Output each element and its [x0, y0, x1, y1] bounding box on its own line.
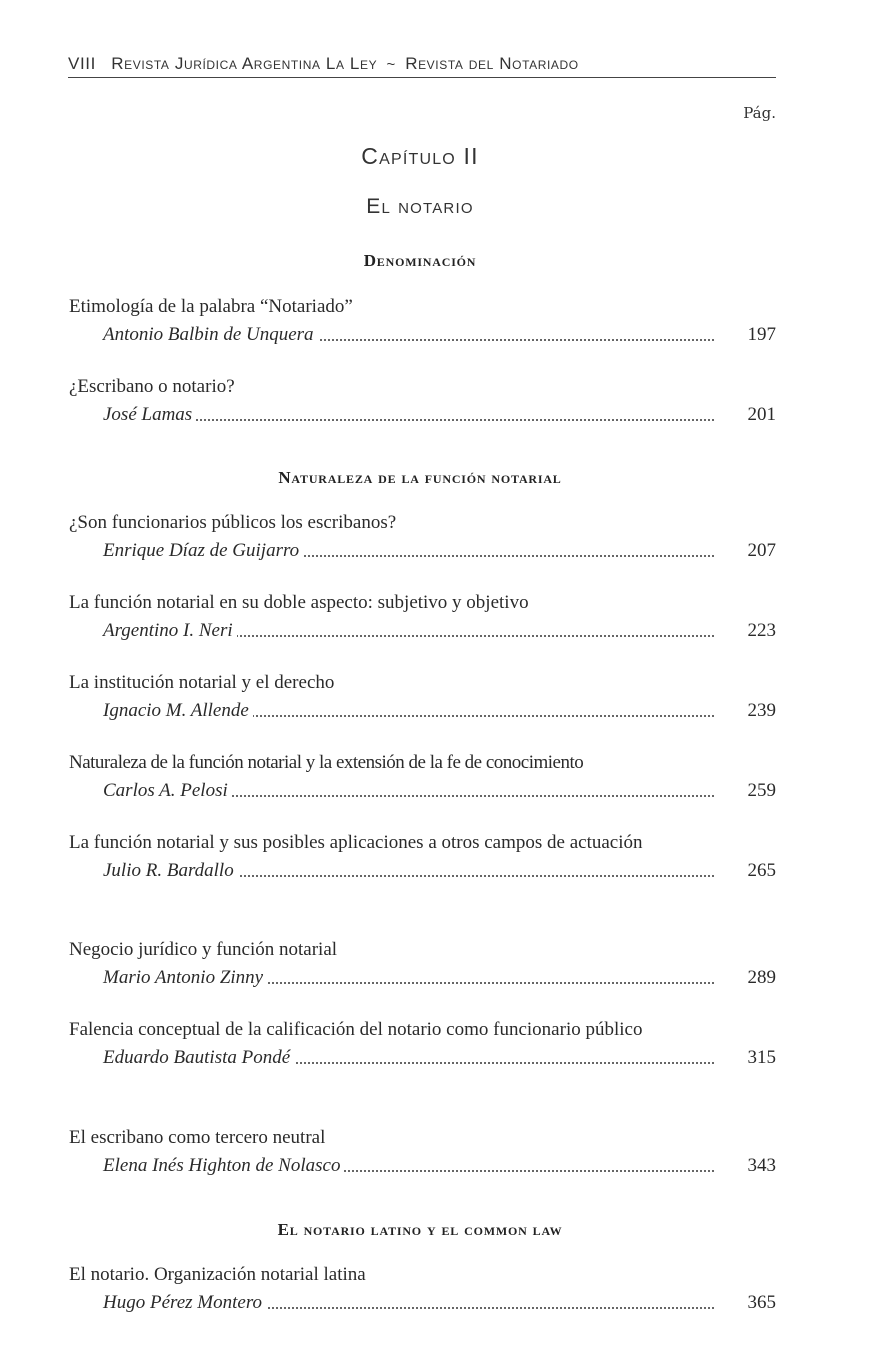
entry-author: Eduardo Bautista Pondé	[103, 1047, 294, 1068]
entry-title: La función notarial y sus posibles aplicaciones a otros campos de actuación	[69, 832, 643, 853]
journal-title-right: Revista del Notariado	[405, 54, 579, 73]
entry-author: Julio R. Bardallo	[103, 860, 238, 881]
entry-title: La función notarial en su doble aspecto: subjetivo y objetivo	[69, 592, 529, 613]
toc-entry[interactable]	[69, 936, 776, 992]
entry-author: Elena Inés Highton de Nolasco	[103, 1155, 344, 1176]
entry-page-number: 259	[748, 777, 777, 805]
toc-entry[interactable]	[69, 749, 776, 805]
toc-entry[interactable]	[69, 293, 776, 349]
entry-author: José Lamas	[103, 404, 196, 425]
entry-author-line	[103, 964, 776, 992]
page-column-label: Pág.	[743, 104, 776, 122]
entry-author: Enrique Díaz de Guijarro	[103, 540, 303, 561]
entry-page-number: 207	[748, 537, 777, 565]
toc-entry[interactable]	[69, 829, 776, 885]
entry-title: La institución notarial y el derecho	[69, 672, 335, 693]
entry-title: ¿Son funcionarios públicos los escribanos?	[69, 512, 397, 533]
toc-entry[interactable]	[69, 373, 776, 429]
section-heading-common-law: El notario latino y el common law	[277, 1220, 563, 1239]
entry-page-number: 197	[748, 321, 777, 349]
entry-author: Carlos A. Pelosi	[103, 780, 232, 801]
entry-author-line	[103, 1289, 776, 1317]
entry-author-line	[103, 617, 776, 645]
page-folio: VIII	[68, 54, 96, 73]
entry-title: Falencia conceptual de la calificación del notario como funcionario público	[69, 1019, 643, 1040]
entry-page-number: 265	[748, 857, 777, 885]
section-heading-naturaleza: Naturaleza de la función notarial	[278, 468, 562, 487]
entry-page-number: 315	[748, 1044, 777, 1072]
toc-entry[interactable]	[69, 1124, 776, 1180]
entry-page-number: 343	[748, 1152, 777, 1180]
entry-author-line	[103, 537, 776, 565]
chapter-title: El notario	[366, 195, 474, 218]
chapter-number: Capítulo II	[361, 143, 479, 169]
entry-title: El escribano como tercero neutral	[69, 1127, 326, 1148]
entry-author: Ignacio M. Allende	[103, 700, 253, 721]
entry-author: Antonio Balbin de Unquera	[103, 324, 318, 345]
entry-author-line	[103, 1152, 776, 1180]
entry-author-line	[103, 321, 776, 349]
tilde-separator: ~	[386, 56, 396, 73]
entry-title: ¿Escribano o notario?	[69, 376, 235, 397]
entry-title: Etimología de la palabra “Notariado”	[69, 296, 353, 317]
entry-title: Negocio jurídico y función notarial	[69, 939, 338, 960]
entry-author: Mario Antonio Zinny	[103, 967, 267, 988]
running-head	[68, 54, 776, 78]
entry-author: Argentino I. Neri	[103, 620, 237, 641]
entry-title: El notario. Organización notarial latina	[69, 1264, 366, 1285]
entry-page-number: 289	[748, 964, 777, 992]
entry-page-number: 201	[748, 401, 777, 429]
entry-author-line	[103, 857, 776, 885]
section-heading-denominacion: Denominación	[363, 251, 477, 270]
entry-author-line	[103, 1044, 776, 1072]
entry-author-line	[103, 401, 776, 429]
entry-page-number: 223	[748, 617, 777, 645]
toc-entry[interactable]	[69, 669, 776, 725]
toc-entry[interactable]	[69, 509, 776, 565]
entry-page-number: 239	[748, 697, 777, 725]
toc-entry[interactable]	[69, 1261, 776, 1317]
entry-author-line	[103, 777, 776, 805]
journal-title-left: Revista Jurídica Argentina La Ley	[111, 54, 378, 73]
entry-author-line	[103, 697, 776, 725]
toc-entry[interactable]	[69, 589, 776, 645]
entry-page-number: 365	[748, 1289, 777, 1317]
entry-title: Naturaleza de la función notarial y la extensión de la fe de conocimiento	[69, 752, 584, 773]
toc-entry[interactable]	[69, 1016, 776, 1072]
entry-author: Hugo Pérez Montero	[103, 1292, 266, 1313]
